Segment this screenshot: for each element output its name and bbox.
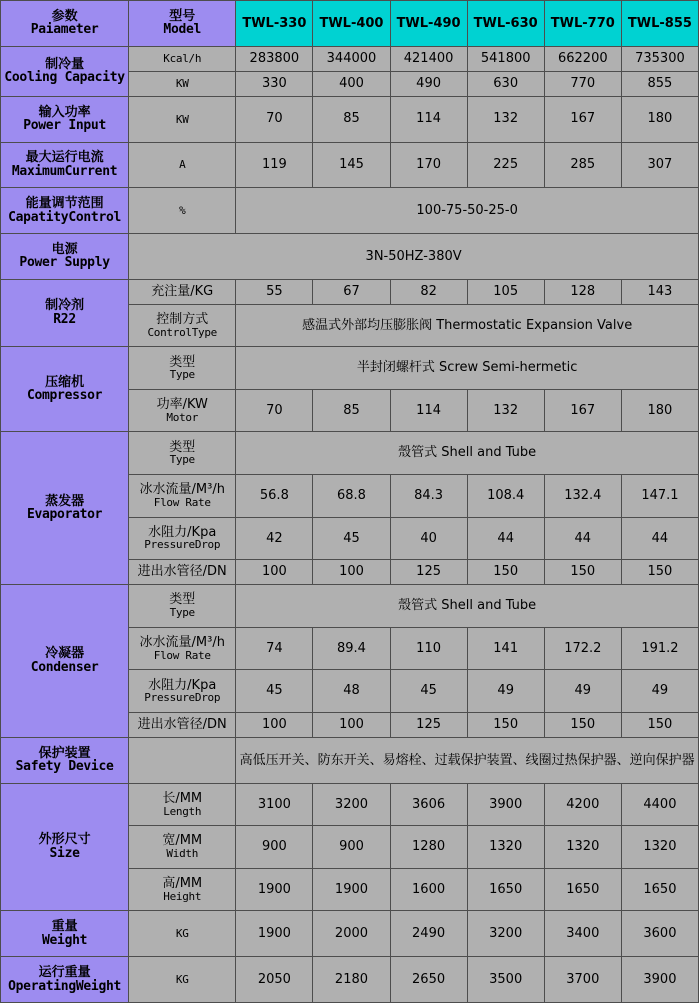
value-cell: 170	[390, 142, 467, 188]
value-cell: 49	[467, 670, 544, 713]
label-en: Evaporator	[26, 507, 103, 523]
value-span: 殼管式 Shell and Tube	[236, 585, 699, 628]
value-cell: 89.4	[313, 627, 390, 670]
header-parameter-cell	[1, 1, 129, 47]
value-cell: 172.2	[544, 627, 621, 670]
value-fullspan: 3N-50HZ-380V	[129, 234, 699, 280]
label-en: Flow Rate	[153, 648, 211, 662]
value-cell: 70	[236, 389, 313, 432]
value-cell: 143	[621, 279, 698, 304]
value-cell: 150	[467, 560, 544, 585]
label-en: Compressor	[26, 388, 103, 404]
value-cell: 70	[236, 96, 313, 142]
label-cn: 水阻力/Kpa	[148, 524, 217, 540]
value-cell: 2650	[390, 957, 467, 1003]
value-cell: 1900	[313, 868, 390, 911]
value-cell: 167	[544, 389, 621, 432]
label-en: Type	[169, 606, 195, 620]
value-cell: 84.3	[390, 475, 467, 518]
table-row	[1, 234, 699, 280]
value-cell: 285	[544, 142, 621, 188]
value-cell: 108.4	[467, 475, 544, 518]
value-cell: 150	[544, 712, 621, 737]
value-cell: 150	[621, 712, 698, 737]
value-cell: 330	[236, 71, 313, 96]
value-cell: 85	[313, 96, 390, 142]
value-cell: 307	[621, 142, 698, 188]
value-cell: 56.8	[236, 475, 313, 518]
value-cell: 735300	[621, 46, 698, 71]
value-cell: 150	[467, 712, 544, 737]
value-cell: 44	[467, 517, 544, 560]
label-en: MaximumCurrent	[11, 163, 118, 179]
value-cell: 132.4	[544, 475, 621, 518]
label-en: KG	[175, 972, 189, 986]
subparam-cell	[129, 304, 236, 347]
value-cell: 119	[236, 142, 313, 188]
value-cell: 82	[390, 279, 467, 304]
value-cell: 225	[467, 142, 544, 188]
value-cell: 55	[236, 279, 313, 304]
label-cn: 进出水管径/DN	[137, 717, 227, 733]
value-cell: 1650	[621, 868, 698, 911]
value-cell: 100	[313, 560, 390, 585]
value-cell: 3200	[313, 783, 390, 826]
value-cell: 2000	[313, 911, 390, 957]
subparam-cell	[129, 279, 236, 304]
value-cell: 49	[544, 670, 621, 713]
label-en: Condenser	[30, 660, 99, 676]
param-cell-3	[1, 188, 129, 234]
label-cn: 型号	[169, 8, 196, 24]
value-cell: 191.2	[621, 627, 698, 670]
value-cell: 45	[313, 517, 390, 560]
label-cn: 冷凝器	[45, 646, 85, 662]
value-cell: 180	[621, 96, 698, 142]
label-cn: 冰水流量/M³/h	[139, 482, 225, 498]
label-cn: 制冷剂	[45, 298, 85, 314]
table-row	[1, 46, 699, 71]
param-cell-5	[1, 279, 129, 347]
value-safety-span: 高低压开关、防东开关、易熔栓、过载保护装置、线圈过热保护器、逆向保护器	[236, 737, 699, 783]
label-en: KG	[175, 926, 189, 940]
subparam-cell	[129, 71, 236, 96]
param-cell-2	[1, 142, 129, 188]
value-cell: 49	[621, 670, 698, 713]
label-en: KW	[175, 77, 189, 91]
label-en: Paiameter	[30, 22, 99, 38]
label-cn: 重量	[51, 919, 78, 935]
label-en: Motor	[166, 410, 199, 424]
value-cell: 344000	[313, 46, 390, 71]
param-cell-6	[1, 347, 129, 432]
table-row	[1, 737, 699, 783]
value-cell: 105	[467, 279, 544, 304]
label-cn: 水阻力/Kpa	[148, 677, 217, 693]
value-cell: 100	[313, 712, 390, 737]
value-cell: 85	[313, 389, 390, 432]
value-cell: 1320	[467, 826, 544, 869]
value-cell: 4200	[544, 783, 621, 826]
label-cn: 高/MM	[162, 875, 203, 891]
value-cell: 2490	[390, 911, 467, 957]
label-en: Width	[166, 847, 199, 861]
table-row	[1, 96, 699, 142]
table-row	[1, 911, 699, 957]
label-en: Height	[163, 889, 202, 903]
value-cell: 42	[236, 517, 313, 560]
param-cell-7	[1, 432, 129, 585]
param-cell-1	[1, 96, 129, 142]
header-model-cell	[129, 1, 236, 47]
value-span: 感温式外部均压膨胀阀 Thermostatic Expansion Valve	[236, 304, 699, 347]
value-cell: 1320	[544, 826, 621, 869]
header-model-twl-770: TWL-770	[544, 1, 621, 47]
value-cell: 283800	[236, 46, 313, 71]
label-cn: 功率/KW	[156, 397, 208, 413]
label-en: Flow Rate	[153, 495, 211, 509]
value-cell: 141	[467, 627, 544, 670]
subparam-cell	[129, 957, 236, 1003]
label-cn: 进出水管径/DN	[137, 564, 227, 580]
value-cell: 2180	[313, 957, 390, 1003]
param-cell-8	[1, 585, 129, 738]
header-model-twl-330: TWL-330	[236, 1, 313, 47]
value-span: 半封闭螺杆式 Screw Semi-hermetic	[236, 347, 699, 390]
value-cell: 490	[390, 71, 467, 96]
value-cell: 44	[621, 517, 698, 560]
subparam-cell	[129, 46, 236, 71]
label-en: PressureDrop	[144, 691, 221, 705]
value-cell: 630	[467, 71, 544, 96]
label-en: Size	[49, 846, 80, 861]
value-cell: 3600	[621, 911, 698, 957]
value-cell: 662200	[544, 46, 621, 71]
value-cell: 147.1	[621, 475, 698, 518]
value-cell: 150	[621, 560, 698, 585]
value-cell: 125	[390, 712, 467, 737]
label-en: ControlType	[147, 325, 218, 339]
value-cell: 400	[313, 71, 390, 96]
value-span: 100-75-50-25-0	[236, 188, 699, 234]
value-cell: 100	[236, 560, 313, 585]
label-cn: 控制方式	[156, 312, 209, 328]
value-cell: 1650	[544, 868, 621, 911]
value-cell: 3900	[467, 783, 544, 826]
value-cell: 74	[236, 627, 313, 670]
header-model-twl-490: TWL-490	[390, 1, 467, 47]
value-cell: 3900	[621, 957, 698, 1003]
value-cell: 3200	[467, 911, 544, 957]
label-en: Kcal/h	[163, 51, 202, 65]
value-cell: 110	[390, 627, 467, 670]
table-row	[1, 188, 699, 234]
label-cn: 外形尺寸	[38, 832, 91, 848]
value-cell: 180	[621, 389, 698, 432]
subparam-cell	[129, 188, 236, 234]
label-en: Type	[169, 368, 195, 382]
table-row	[1, 142, 699, 188]
value-cell: 114	[390, 389, 467, 432]
subparam-cell	[129, 868, 236, 911]
value-cell: 1900	[236, 868, 313, 911]
label-cn: 制冷量	[45, 56, 85, 72]
value-cell: 2050	[236, 957, 313, 1003]
value-cell: 1280	[390, 826, 467, 869]
value-cell: 770	[544, 71, 621, 96]
subparam-cell	[129, 585, 236, 628]
value-cell: 100	[236, 712, 313, 737]
subparam-cell	[129, 389, 236, 432]
subparam-cell	[129, 911, 236, 957]
label-cn: 冰水流量/M³/h	[139, 634, 225, 650]
value-cell: 855	[621, 71, 698, 96]
subparam-cell	[129, 712, 236, 737]
subparam-cell	[129, 560, 236, 585]
value-cell: 128	[544, 279, 621, 304]
label-cn: 充注量/KG	[151, 283, 214, 299]
value-cell: 3606	[390, 783, 467, 826]
label-cn: 保护装置	[38, 745, 91, 761]
value-cell: 67	[313, 279, 390, 304]
label-cn: 类型	[169, 592, 196, 608]
value-cell: 3400	[544, 911, 621, 957]
label-en: PressureDrop	[144, 538, 221, 552]
value-cell: 45	[236, 670, 313, 713]
subparam-cell	[129, 670, 236, 713]
label-en: R22	[53, 312, 76, 328]
value-cell: 48	[313, 670, 390, 713]
label-cn: 参数	[51, 8, 78, 24]
table-row	[1, 783, 699, 826]
label-cn: 类型	[169, 354, 196, 370]
label-cn: 压缩机	[45, 374, 85, 390]
value-cell: 541800	[467, 46, 544, 71]
label-cn: 最大运行电流	[25, 150, 104, 166]
value-cell: 900	[236, 826, 313, 869]
label-en: Power Supply	[19, 255, 110, 271]
label-en: Model	[163, 22, 202, 38]
table-row	[1, 432, 699, 475]
value-cell: 421400	[390, 46, 467, 71]
value-cell: 1650	[467, 868, 544, 911]
header-model-twl-855: TWL-855	[621, 1, 698, 47]
subparam-cell	[129, 517, 236, 560]
label-en: A	[179, 158, 186, 172]
subparam-cell	[129, 627, 236, 670]
param-cell-0	[1, 46, 129, 96]
param-cell-9	[1, 737, 129, 783]
value-span: 殼管式 Shell and Tube	[236, 432, 699, 475]
value-cell: 900	[313, 826, 390, 869]
label-en: Cooling Capacity	[4, 70, 125, 86]
table-row	[1, 585, 699, 628]
value-cell: 145	[313, 142, 390, 188]
subparam-cell	[129, 432, 236, 475]
label-cn: 电源	[51, 241, 78, 257]
value-cell: 3700	[544, 957, 621, 1003]
value-cell: 1600	[390, 868, 467, 911]
label-en: CapatityControl	[8, 209, 122, 225]
table-header-row	[1, 1, 699, 47]
label-cn: 长/MM	[162, 790, 203, 806]
label-en: Length	[163, 804, 202, 818]
param-cell-11	[1, 911, 129, 957]
value-cell: 132	[467, 389, 544, 432]
subparam-cell	[129, 347, 236, 390]
label-cn: 宽/MM	[162, 833, 203, 849]
value-cell: 1900	[236, 911, 313, 957]
value-cell: 125	[390, 560, 467, 585]
value-cell: 44	[544, 517, 621, 560]
label-cn: 运行重量	[38, 964, 91, 980]
value-cell: 40	[390, 517, 467, 560]
label-en: Safety Device	[15, 759, 114, 775]
value-cell: 150	[544, 560, 621, 585]
param-cell-12	[1, 957, 129, 1003]
value-cell: 45	[390, 670, 467, 713]
subparam-cell	[129, 826, 236, 869]
value-cell: 132	[467, 96, 544, 142]
value-cell: 1320	[621, 826, 698, 869]
label-en: %	[179, 203, 186, 217]
table-row	[1, 957, 699, 1003]
label-en: Power Input	[23, 118, 106, 134]
subparam-cell	[129, 475, 236, 518]
value-cell: 114	[390, 96, 467, 142]
label-cn: 能量调节范围	[25, 196, 104, 212]
param-cell-10	[1, 783, 129, 911]
header-model-twl-400: TWL-400	[313, 1, 390, 47]
subparam-cell	[129, 783, 236, 826]
value-cell: 68.8	[313, 475, 390, 518]
label-en: OperatingWeight	[8, 978, 122, 994]
value-cell: 3500	[467, 957, 544, 1003]
label-en: Type	[169, 453, 195, 467]
table-row	[1, 279, 699, 304]
label-en: Weight	[42, 932, 88, 948]
table-row	[1, 347, 699, 390]
label-cn: 蒸发器	[45, 493, 85, 509]
subparam-cell	[129, 96, 236, 142]
label-cn: 类型	[169, 439, 196, 455]
subparam-cell	[129, 142, 236, 188]
value-cell: 4400	[621, 783, 698, 826]
header-model-twl-630: TWL-630	[467, 1, 544, 47]
value-cell: 3100	[236, 783, 313, 826]
subparam-cell	[129, 737, 236, 783]
param-cell-4	[1, 234, 129, 280]
value-cell: 167	[544, 96, 621, 142]
label-cn: 输入功率	[38, 104, 91, 120]
label-en: KW	[175, 112, 189, 126]
